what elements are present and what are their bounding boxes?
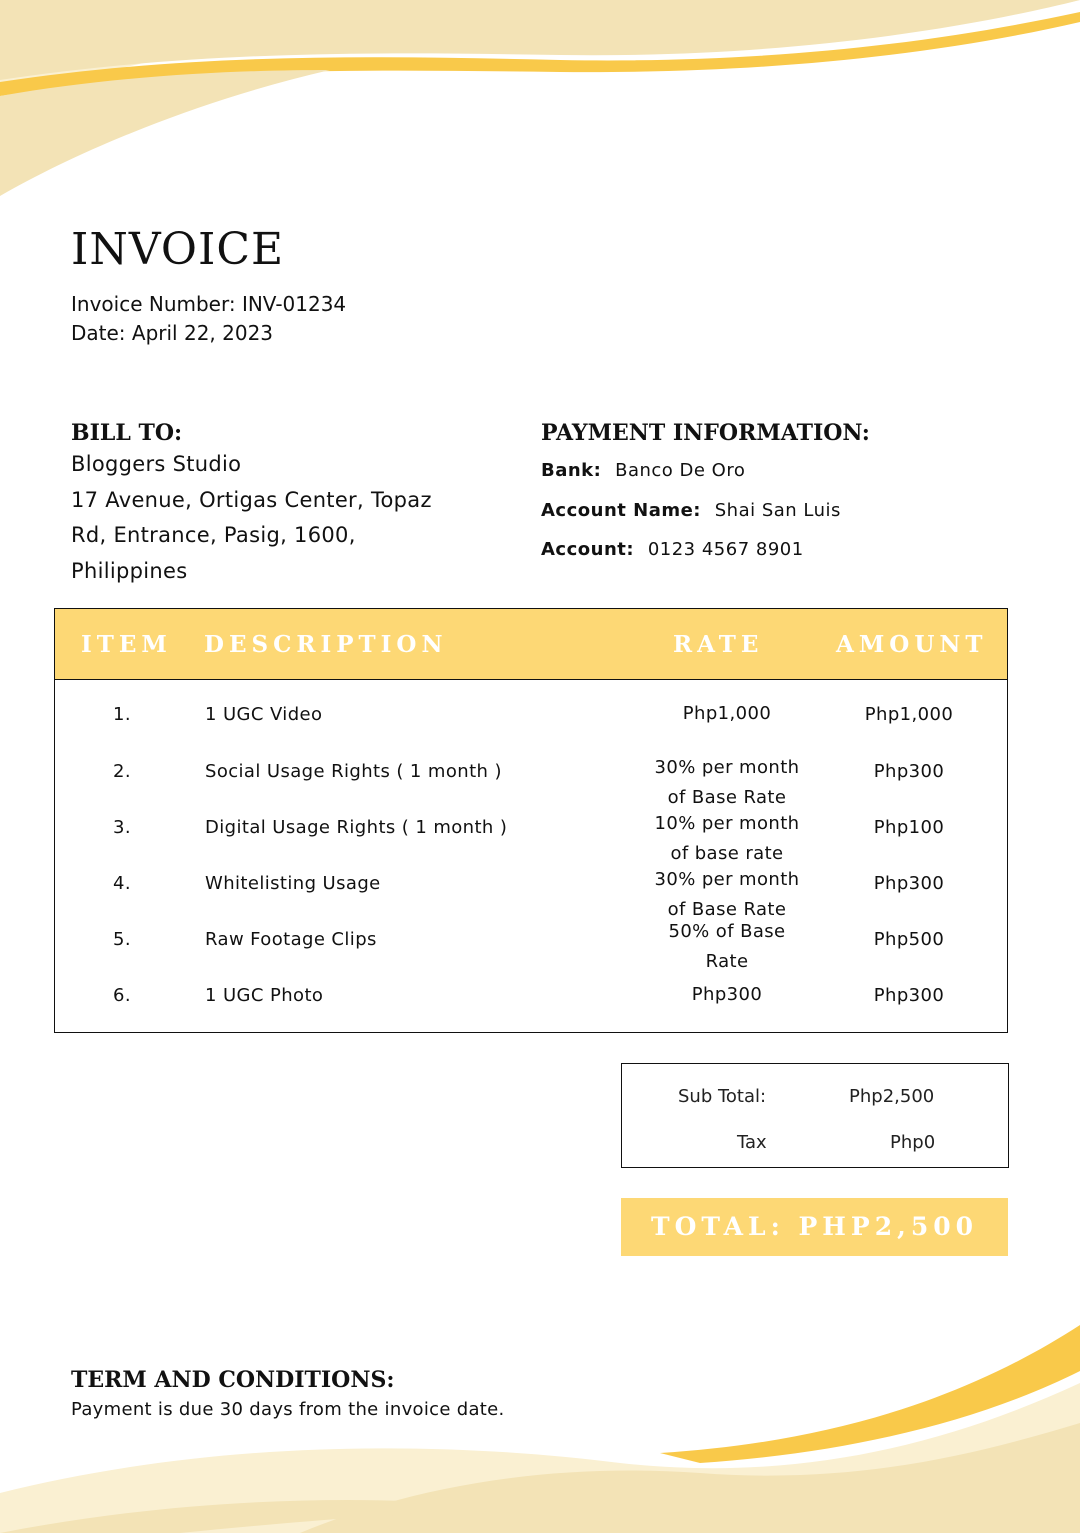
row-rate <box>627 753 827 813</box>
bank-row <box>541 460 745 481</box>
row-amount: Php100 <box>873 817 945 838</box>
row-number: 5. <box>113 929 131 950</box>
rate-line: 30% per month <box>654 869 800 890</box>
row-number: 1. <box>113 704 131 725</box>
bill-to-heading: BILL TO: <box>71 420 183 446</box>
bottom-wave-decoration <box>0 1323 1080 1533</box>
account-name-label: Account Name: <box>541 500 702 521</box>
account-name-value: Shai San Luis <box>714 500 841 521</box>
account-name-row <box>541 500 841 521</box>
row-amount: Php500 <box>873 929 945 950</box>
row-description: Social Usage Rights ( 1 month ) <box>205 761 502 782</box>
row-description: Whitelisting Usage <box>205 873 381 894</box>
row-amount: Php300 <box>873 985 945 1006</box>
row-description: 1 UGC Photo <box>205 985 324 1006</box>
subtotal-label: Sub Total: <box>678 1086 767 1107</box>
payment-heading: PAYMENT INFORMATION: <box>541 420 870 446</box>
rate-line: of Base Rate <box>667 899 787 920</box>
row-number: 2. <box>113 761 131 782</box>
row-description: 1 UGC Video <box>205 704 323 725</box>
table-header <box>55 609 1007 680</box>
total-bar: TOTAL: PHP2,500 <box>621 1198 1008 1256</box>
rate-line: of Base Rate <box>667 787 787 808</box>
top-wave-decoration <box>0 0 1080 200</box>
payment-information-section <box>541 420 1041 560</box>
header-item: ITEM <box>81 631 172 658</box>
row-number: 3. <box>113 817 131 838</box>
rate-line: 30% per month <box>654 757 800 778</box>
row-rate <box>627 699 827 729</box>
invoice-title: INVOICE <box>71 224 285 275</box>
header-amount: AMOUNT <box>836 631 988 658</box>
rate-line: of base rate <box>670 843 784 864</box>
terms-heading: TERM AND CONDITIONS: <box>71 1367 395 1393</box>
table-row <box>55 704 1007 760</box>
row-rate <box>627 917 827 977</box>
invoice-meta <box>71 290 346 348</box>
account-label: Account: <box>541 539 635 560</box>
bill-to-address-line: 17 Avenue, Ortigas Center, Topaz <box>71 487 432 512</box>
row-rate <box>627 980 827 1010</box>
tax-label: Tax <box>737 1132 767 1153</box>
bank-label: Bank: <box>541 460 602 481</box>
table-row <box>55 813 1007 873</box>
row-amount: Php300 <box>873 761 945 782</box>
items-table <box>54 608 1008 1033</box>
tax-value: Php0 <box>890 1132 936 1153</box>
row-description: Raw Footage Clips <box>205 929 377 950</box>
row-description: Digital Usage Rights ( 1 month ) <box>205 817 508 838</box>
rate-line: 50% of Base <box>668 921 786 942</box>
row-amount: Php1,000 <box>864 704 954 725</box>
rate-line: Php300 <box>691 984 763 1005</box>
bill-to-section <box>71 420 471 589</box>
row-number: 6. <box>113 985 131 1006</box>
subtotal-value: Php2,500 <box>849 1086 935 1107</box>
invoice-number: Invoice Number: INV-01234 <box>71 292 347 316</box>
rate-line: Php1,000 <box>682 703 772 724</box>
bank-value: Banco De Oro <box>615 460 746 481</box>
table-row <box>55 985 1007 1041</box>
table-row <box>55 921 1007 985</box>
rate-line: 10% per month <box>654 813 800 834</box>
terms-text: Payment is due 30 days from the invoice date. <box>71 1399 505 1420</box>
row-number: 4. <box>113 873 131 894</box>
bill-to-address-line: Philippines <box>71 558 188 583</box>
row-amount: Php300 <box>873 873 945 894</box>
invoice-date: Date: April 22, 2023 <box>71 321 274 345</box>
bill-to-name: Bloggers Studio <box>71 452 242 476</box>
account-value: 0123 4567 8901 <box>647 539 804 560</box>
table-row <box>55 869 1007 929</box>
rate-line: Rate <box>705 951 749 972</box>
row-rate <box>627 809 827 869</box>
header-rate: RATE <box>673 631 764 658</box>
row-rate <box>627 865 827 925</box>
bill-to-address-line: Rd, Entrance, Pasig, 1600, <box>71 523 356 547</box>
table-row <box>55 757 1007 817</box>
account-row <box>541 539 804 560</box>
header-description: DESCRIPTION <box>204 631 448 658</box>
subtotal-box <box>621 1063 1009 1168</box>
